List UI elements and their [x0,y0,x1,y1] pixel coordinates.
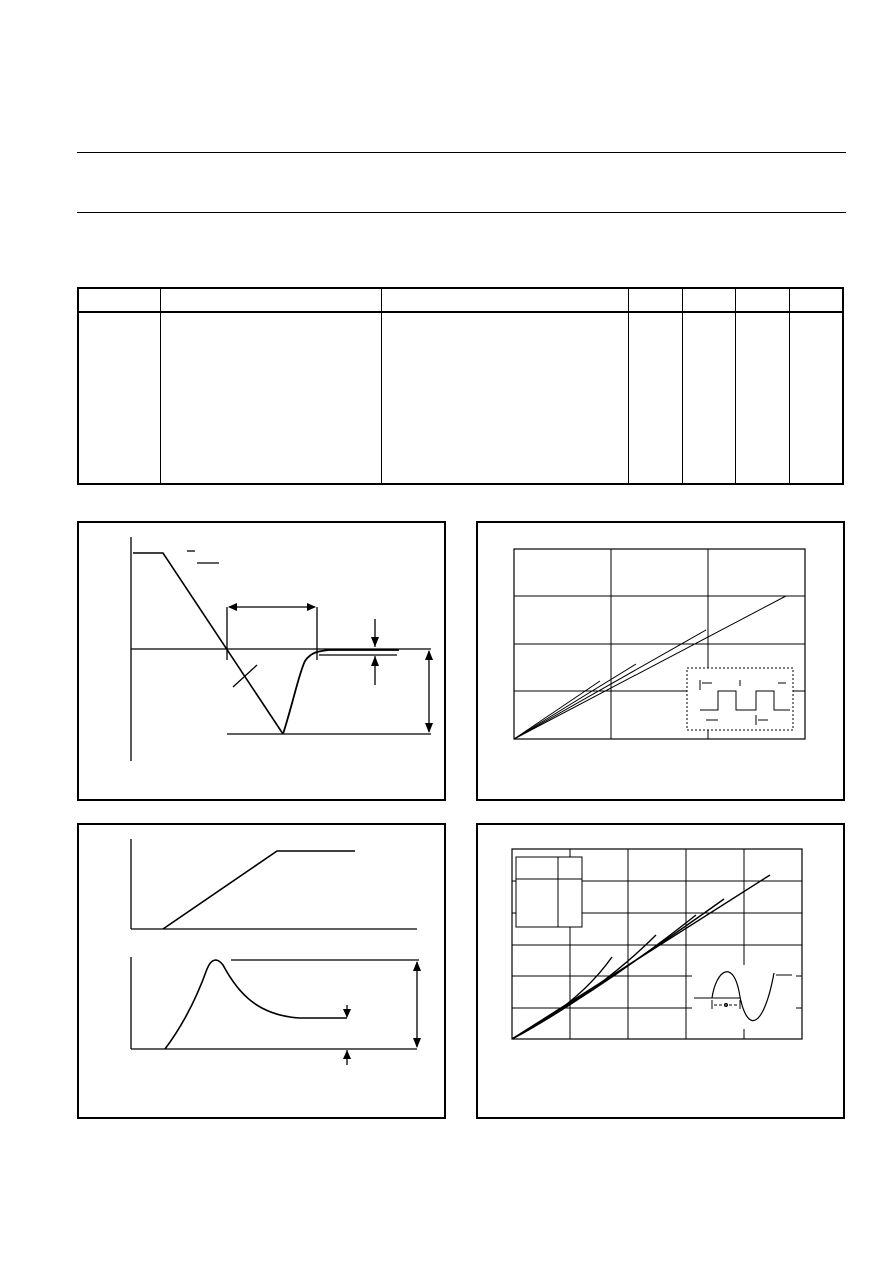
current-ramp-waveform [133,553,283,734]
figure-reverse-recovery [77,521,446,801]
current-waveform [163,851,355,929]
curve-form-factor-5 [512,957,612,1039]
curve-duty-3 [514,664,636,739]
arrow-down-icon [413,1038,421,1048]
curve-duty-4 [514,681,600,739]
characteristics-table [77,287,844,485]
recovery-tail-waveform [283,650,399,734]
arrow-down-icon [425,723,433,733]
table-header-divider [79,311,842,313]
power-dissipation-sine-chart [478,825,847,1121]
table-column-divider [628,289,629,483]
forward-recovery-diagram [79,825,448,1121]
figure-power-dissipation-sine [476,823,845,1119]
table-column-divider [682,289,683,483]
arrow-up-icon [371,656,379,666]
arrow-up-icon [425,650,433,660]
voltage-waveform [165,960,347,1049]
figure-power-dissipation-square [476,521,845,801]
arrow-left-icon [228,603,237,611]
arrow-up-icon [413,961,421,971]
header-rule-bottom [77,212,846,213]
curve-form-factor-3 [512,915,696,1039]
table-column-divider [735,289,736,483]
arrow-up-icon [343,1050,351,1059]
reverse-recovery-diagram [79,523,448,803]
slope-indicator [233,665,257,687]
arrow-right-icon [307,603,316,611]
curve-form-factor-4 [512,935,656,1039]
table-column-divider [160,289,161,483]
header-rule-top [77,152,846,153]
power-dissipation-square-chart [478,523,847,803]
arrow-down-icon [343,1009,351,1018]
figure-forward-recovery [77,823,446,1119]
table-column-divider [789,289,790,483]
table-column-divider [381,289,382,483]
legend-box [516,857,582,927]
sine-wave-inset [692,965,796,1029]
inset-frame [687,668,793,730]
arrow-down-icon [371,637,379,647]
curve-duty-2 [514,630,706,739]
square-wave-inset [687,668,793,730]
